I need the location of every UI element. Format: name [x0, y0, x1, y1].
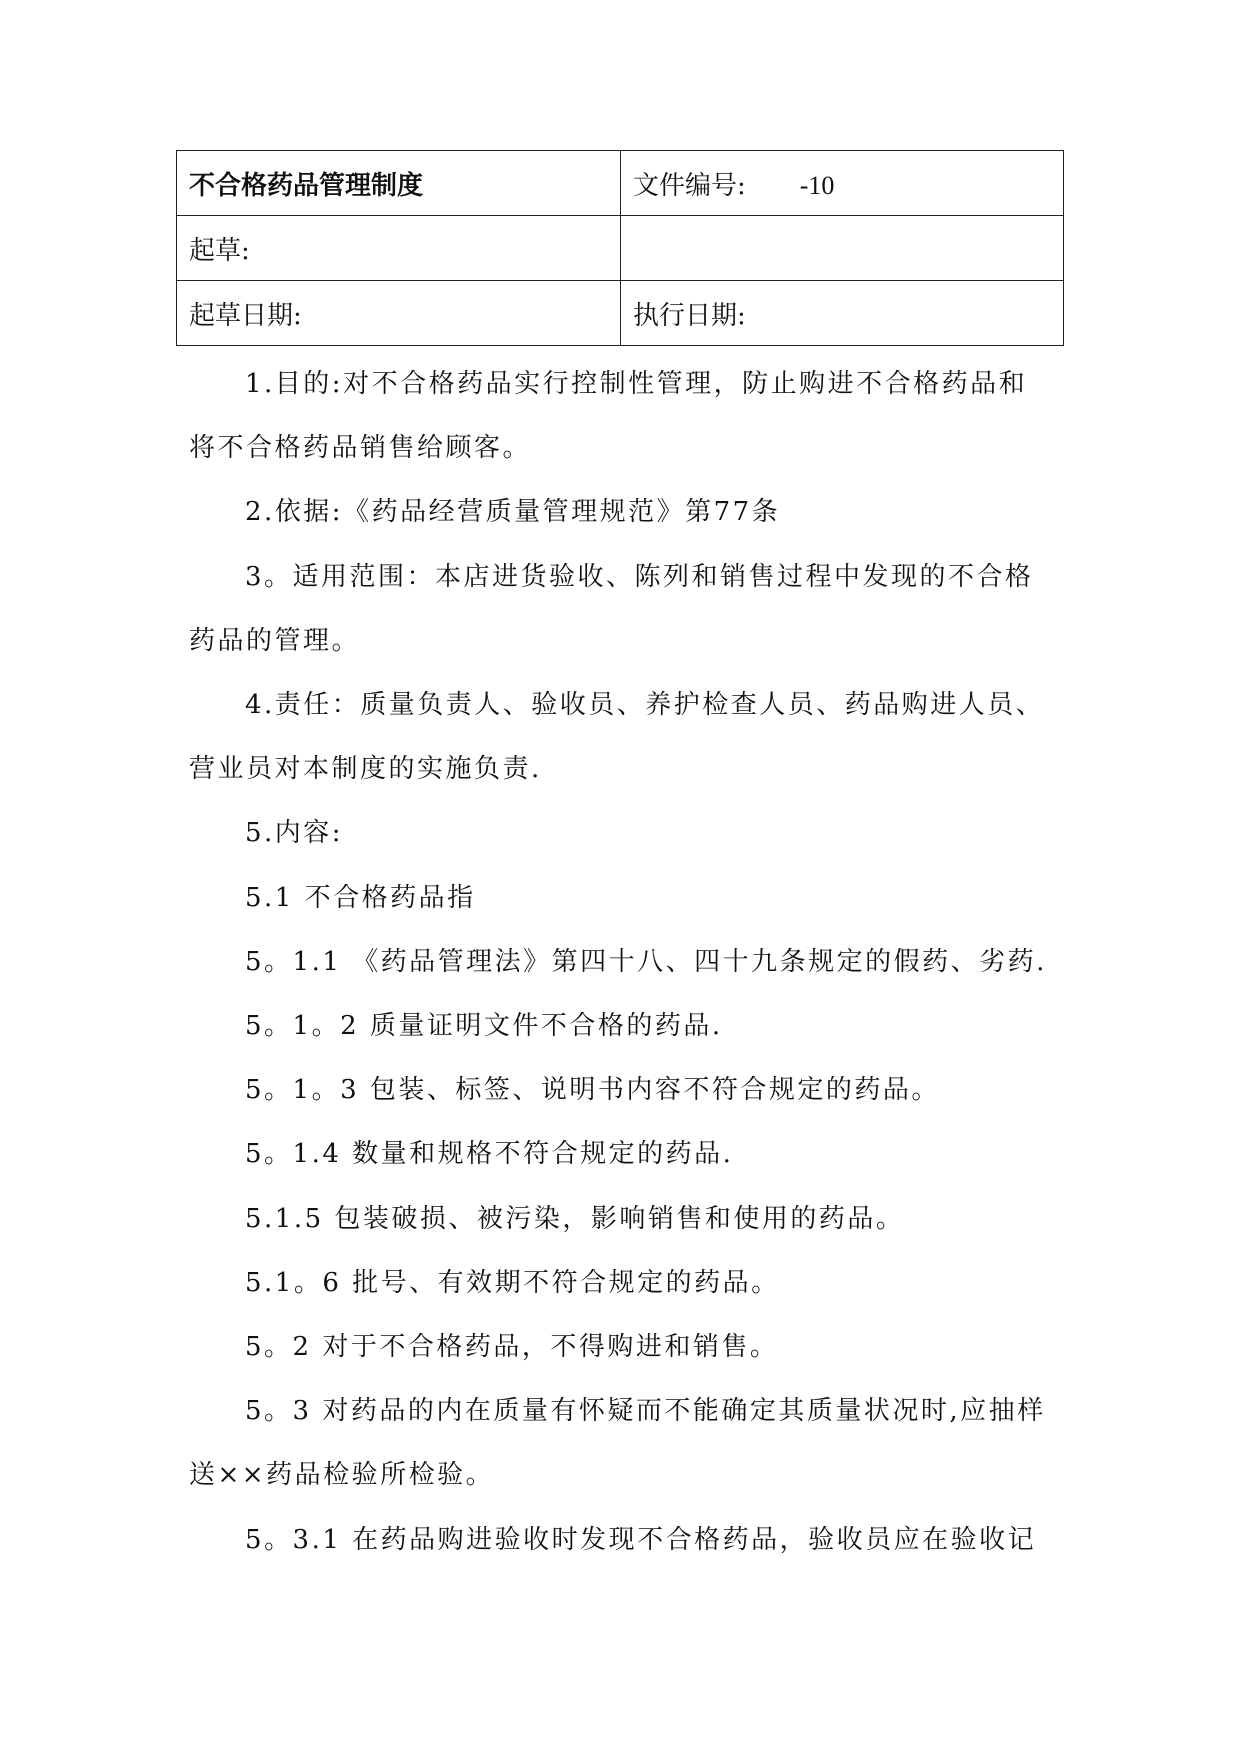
paragraph-purpose-cont: 将不合格药品销售给顾客。 — [189, 433, 532, 464]
document-title: 不合格药品管理制度 — [189, 170, 424, 201]
header-row-drafter — [177, 216, 1064, 281]
header-row-title — [177, 151, 1064, 216]
clause-5-1-2: 5。1。2 质量证明文件不合格的药品. — [245, 1011, 723, 1042]
effective-date-cell — [621, 281, 1064, 346]
clause-5-1-4: 5。1.4 数量和规格不符合规定的药品. — [245, 1139, 734, 1170]
clause-5-3-cont: 送××药品检验所检验。 — [189, 1460, 495, 1491]
paragraph-scope: 3。适用范围：本店进货验收、陈列和销售过程中发现的不合格 — [245, 561, 1034, 592]
document-header-table — [176, 150, 1064, 346]
paragraph-responsibility: 4.责任：质量负责人、验收员、养护检查人员、药品购进人员、 — [245, 690, 1045, 721]
draft-date-label: 起草日期: — [189, 300, 302, 331]
clause-5-2: 5。2 对于不合格药品，不得购进和销售。 — [245, 1332, 779, 1363]
document-body — [189, 352, 1059, 1572]
paragraph-purpose: 1.目的:对不合格药品实行控制性管理，防止购进不合格药品和 — [245, 369, 1028, 399]
document-title-cell — [177, 151, 621, 216]
clause-5-1-1: 5。1.1 《药品管理法》第四十八、四十九条规定的假药、劣药. — [245, 946, 1047, 977]
clause-5-3: 5。3 对药品的内在质量有怀疑而不能确定其质量状况时,应抽样 — [245, 1396, 1046, 1427]
paragraph-scope-cont: 药品的管理。 — [189, 625, 361, 656]
paragraph-content-heading: 5.内容: — [245, 818, 344, 849]
drafter-value-cell — [621, 216, 1064, 281]
clause-5-1: 5.1 不合格药品指 — [245, 882, 476, 913]
clause-5-1-5: 5.1.5 包装破损、被污染，影响销售和使用的药品。 — [245, 1203, 905, 1234]
document-number-label: 文件编号: — [633, 170, 746, 201]
clause-5-3-1: 5。3.1 在药品购进验收时发现不合格药品，验收员应在验收记 — [245, 1524, 1037, 1555]
paragraph-basis: 2.依据:《药品经营质量管理规范》第77条 — [245, 497, 781, 528]
header-row-dates — [177, 281, 1064, 346]
draft-date-cell — [177, 281, 621, 346]
clause-5-1-6: 5.1。6 批号、有效期不符合规定的药品。 — [245, 1267, 780, 1298]
document-number-value: -10 — [799, 170, 835, 200]
paragraph-responsibility-cont: 营业员对本制度的实施负责. — [189, 754, 542, 785]
effective-date-label: 执行日期: — [633, 300, 746, 331]
drafter-cell — [177, 216, 621, 281]
clause-5-1-3: 5。1。3 包装、标签、说明书内容不符合规定的药品。 — [245, 1075, 940, 1106]
document-number-cell — [621, 151, 1064, 216]
drafter-label: 起草: — [189, 235, 250, 266]
